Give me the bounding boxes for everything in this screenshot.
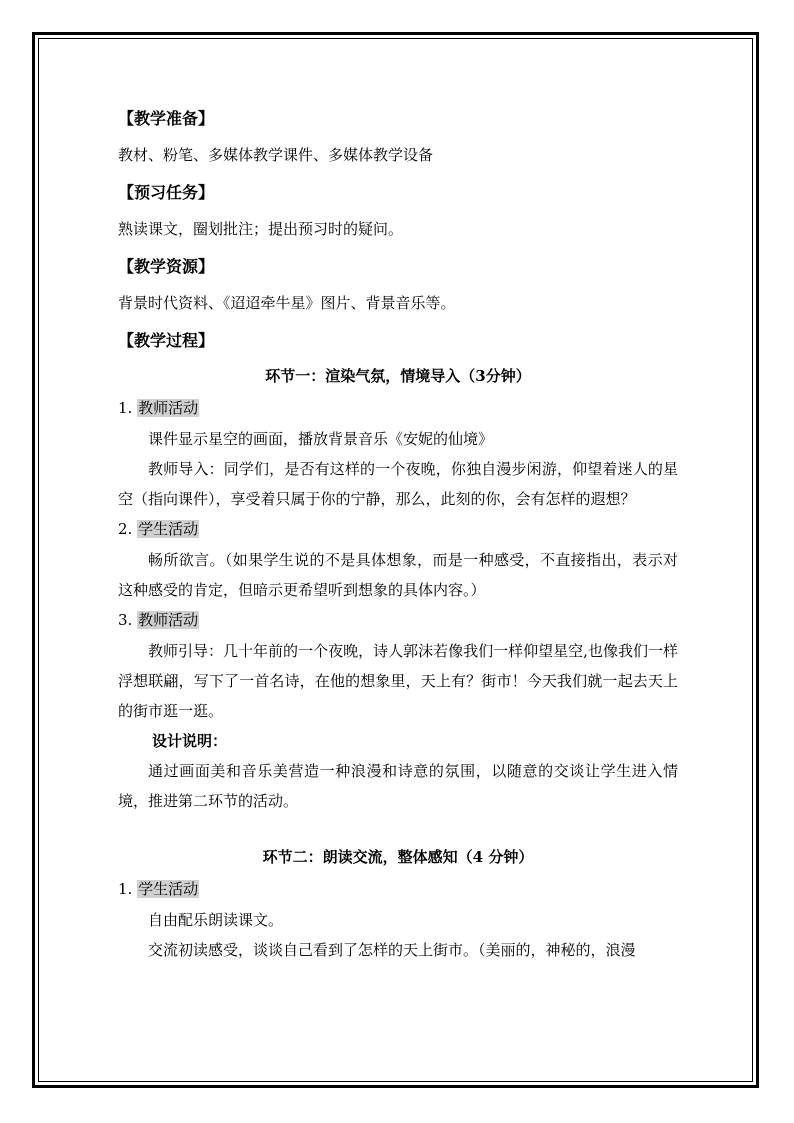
preview-text: 熟读课文，圈划批注；提出预习时的疑问。 bbox=[118, 220, 404, 238]
teacher-activity-label: 教师活动 bbox=[138, 611, 199, 629]
resource-heading: 【教学资源】 bbox=[118, 257, 215, 276]
document-body bbox=[118, 100, 678, 965]
stage1-item1 bbox=[118, 393, 678, 424]
stage2-item1-line2: 交流初读感受，谈谈自己看到了怎样的天上街市。（美丽的，神秘的，浪漫 bbox=[148, 941, 636, 959]
prep-text: 教材、粉笔、多媒体教学课件、多媒体教学设备 bbox=[118, 146, 434, 164]
section-spacer bbox=[118, 816, 678, 840]
teacher-guide-paragraph: 教师引导：几十年前的一个夜晚，诗人郭沫若像我们一样仰望星空,也像我们一样浮想联翩，写下了一首名诗，在他的想象里，天上有？街市！今天我们就一起去天上的街市逛一逛。 bbox=[118, 642, 678, 720]
teacher-activity-label: 教师活动 bbox=[138, 399, 199, 417]
preview-heading: 【预习任务】 bbox=[118, 183, 215, 202]
item-number: 3. bbox=[118, 611, 138, 629]
design-note-paragraph: 通过画面美和音乐美营造一种浪漫和诗意的氛围，以随意的交谈让学生进入情境，推进第二环节的活动。 bbox=[118, 762, 678, 810]
item-number: 1. bbox=[118, 399, 138, 417]
stage2-item1 bbox=[118, 874, 678, 905]
stage2-title: 环节二：朗读交流，整体感知（4 分钟） bbox=[262, 848, 534, 866]
prep-heading: 【教学准备】 bbox=[118, 109, 215, 128]
stage1-title: 环节一：渲染气氛，情境导入（3分钟） bbox=[265, 367, 531, 385]
process-heading: 【教学过程】 bbox=[118, 331, 215, 350]
stage1-item2 bbox=[118, 514, 678, 545]
stage1-item1-line: 课件显示星空的画面，播放背景音乐《安妮的仙境》 bbox=[148, 430, 494, 448]
student-activity-label: 学生活动 bbox=[138, 880, 199, 898]
resource-text: 背景时代资料、《迢迢牵牛星》图片、背景音乐等。 bbox=[118, 294, 456, 312]
student-response-paragraph: 畅所欲言。（如果学生说的不是具体想象，而是一种感受，不直接指出，表示对这种感受的肯定，但暗示更希望听到想象的具体内容。） bbox=[118, 551, 678, 599]
item-number: 2. bbox=[118, 520, 138, 538]
item-number: 1. bbox=[118, 880, 138, 898]
teacher-intro-paragraph: 教师导入：同学们，是否有这样的一个夜晚，你独自漫步闲游，仰望着迷人的星空（指向课件），享受着只属于你的宁静，那么，此刻的你，会有怎样的遐想？ bbox=[118, 460, 678, 508]
stage2-item1-line1: 自由配乐朗读课文。 bbox=[148, 911, 284, 929]
stage1-item3 bbox=[118, 605, 678, 636]
student-activity-label: 学生活动 bbox=[138, 520, 199, 538]
design-note-title: 设计说明： bbox=[152, 732, 228, 750]
